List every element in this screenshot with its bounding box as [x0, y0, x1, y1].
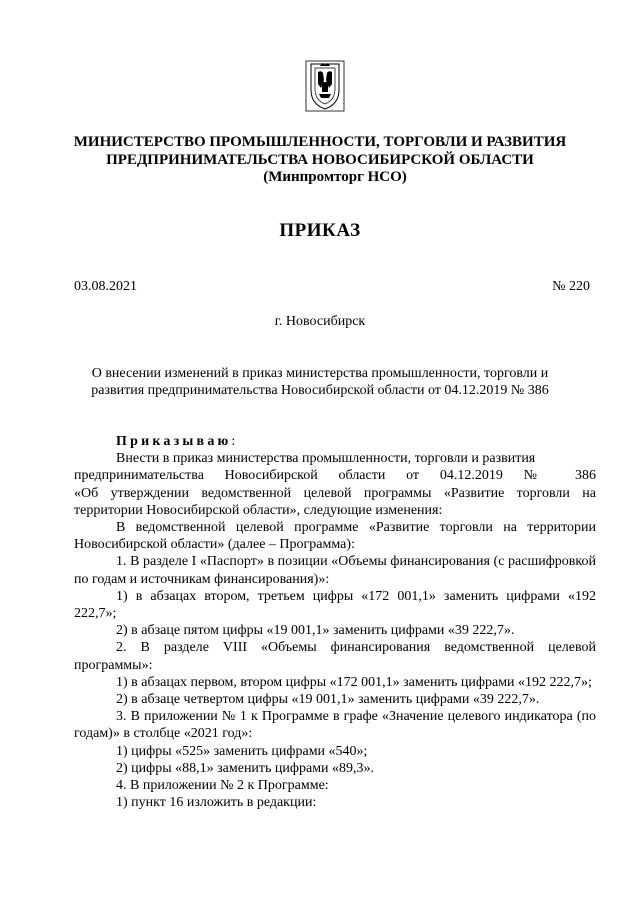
paragraph-13: 1) пункт 16 изложить в редакции: — [116, 795, 317, 811]
paragraph-3: 1. В разделе I «Паспорт» в позиции «Объемы финансирования (с расшифровкой по годам и источникам финансирования)»: — [74, 554, 596, 587]
subject-line1: О внесении изменений в приказ министерства промышленности, торговли и — [91, 366, 549, 381]
ministry-name-line1: МИНИСТЕРСТВО ПРОМЫШЛЕННОСТИ, ТОРГОВЛИ И РАЗВИТИЯ — [73, 134, 567, 150]
order-word: Приказываю — [116, 434, 232, 449]
document-city: г. Новосибирск — [274, 314, 366, 329]
paragraph-12: 4. В приложении № 2 к Программе: — [116, 778, 329, 794]
paragraph-1-line2: предпринимательства Новосибирской области от 04.12.2019 № 386 — [74, 468, 596, 484]
ministry-header — [60, 134, 580, 187]
document-number: № 220 — [552, 279, 590, 294]
paragraph-7: 1) в абзацах первом, втором цифры «172 001,1» заменить цифрами «192 222,7»; — [116, 674, 592, 690]
paragraph-9: 3. В приложении № 1 к Программе в графе «Значение целевого индикатора (по годам)» в столбце «2021 год»: — [74, 709, 596, 742]
paragraph-6: 2. В разделе VIII «Объемы финансирования ведомственной целевой программы»: — [74, 640, 596, 673]
paragraph-1-rest: «Об утверждении ведомственной целевой программы «Развитие торговли на территории Новосибирской области», следующие изменения: — [74, 485, 596, 518]
paragraph-4: 1) в абзацах втором, третьем цифры «172 001,1» заменить цифрами «192 222,7»; — [74, 588, 596, 622]
coat-of-arms-icon — [305, 60, 345, 112]
paragraph-2: В ведомственной целевой программе «Развитие торговли на территории Новосибирской области» (далее – Программа): — [74, 520, 596, 553]
order-colon: : — [231, 434, 236, 449]
subject-line2: развития предпринимательства Новосибирской области от 04.12.2019 № 386 — [91, 383, 549, 398]
paragraph-1-line1: Внести в приказ министерства промышленности, торговли и развития — [116, 451, 536, 467]
document-subject — [60, 365, 580, 399]
ministry-short-name: (Минпромторг НСО) — [263, 169, 407, 185]
paragraph-8: 2) в абзаце четвертом цифры «19 001,1» заменить цифрами «39 222,7». — [116, 692, 540, 708]
document-date: 03.08.2021 — [74, 279, 137, 294]
order-heading — [74, 433, 596, 450]
paragraph-11: 2) цифры «88,1» заменить цифрами «89,3». — [116, 760, 375, 776]
document-body — [74, 433, 596, 811]
paragraph-5: 2) в абзаце пятом цифры «19 001,1» заменить цифрами «39 222,7». — [116, 623, 515, 639]
paragraph-10: 1) цифры «525» заменить цифрами «540»; — [116, 743, 368, 759]
document-type: ПРИКАЗ — [279, 220, 361, 241]
ministry-name-line2: ПРЕДПРИНИМАТЕЛЬСТВА НОВОСИБИРСКОЙ ОБЛАСТИ — [106, 151, 534, 168]
